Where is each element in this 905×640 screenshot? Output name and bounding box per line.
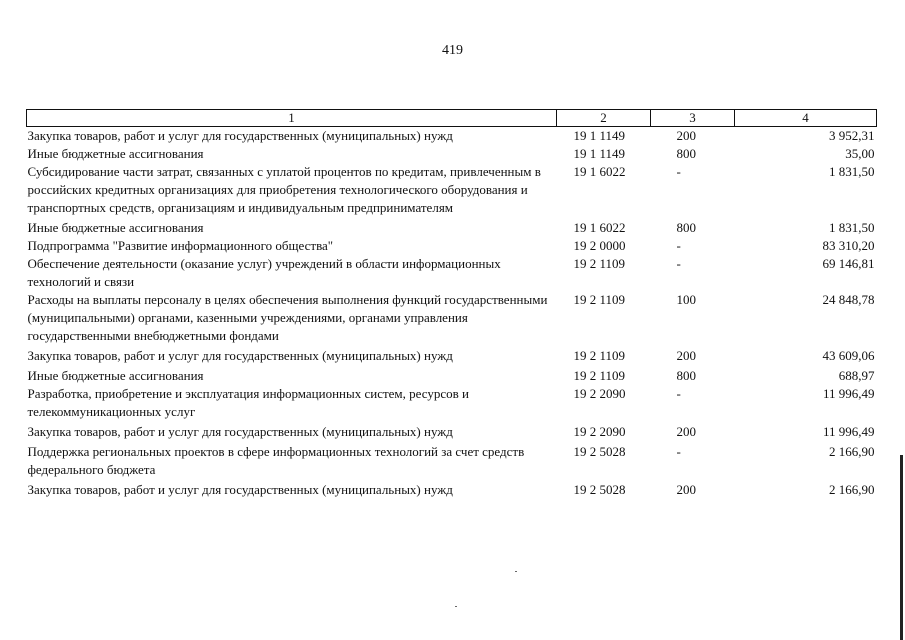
table-row (27, 163, 877, 217)
table-row (27, 385, 877, 421)
row-name: Закупка товаров, работ и услуг для государственных (муниципальных) нужд (27, 128, 453, 143)
header-row (27, 110, 877, 127)
row-name: Субсидирование части затрат, связанных с уплатой процентов по кредитам, привлеченным в российских кредитных организациях для приобретения технологического оборудования и транспортных средств, организациям и индивидуальным предпринимателям (27, 164, 541, 215)
row-expense-type: - (676, 256, 681, 271)
row-amount: 83 310,20 (822, 238, 875, 253)
row-expense-type: - (676, 386, 681, 401)
row-expense-type: - (676, 164, 681, 179)
table-row (27, 441, 877, 479)
row-name: Расходы на выплаты персоналу в целях обеспечения выполнения функций государственными (муниципальными) органами, казенными учреждениями, органами управления государственными внебюджетными фондами (27, 292, 548, 343)
row-code: 19 2 1109 (573, 256, 626, 271)
table-body (27, 127, 877, 500)
table-row (27, 479, 877, 499)
table-row (27, 255, 877, 291)
row-amount: 43 609,06 (822, 348, 875, 363)
row-name: Подпрограмма "Развитие информационного общества" (27, 238, 334, 253)
row-expense-type: 800 (676, 220, 696, 235)
row-code: 19 2 5028 (573, 444, 626, 459)
row-code: 19 2 2090 (573, 424, 626, 439)
table-row (27, 421, 877, 441)
table-row (27, 145, 877, 163)
column-header-1: 1 (27, 110, 557, 127)
row-code: 19 2 2090 (573, 386, 626, 401)
row-expense-type: 200 (676, 128, 696, 143)
row-expense-type: - (676, 444, 681, 459)
row-name: Иные бюджетные ассигнования (27, 368, 204, 383)
row-amount: 3 952,31 (829, 128, 875, 143)
row-amount: 35,00 (845, 146, 875, 161)
row-amount: 24 848,78 (822, 292, 875, 307)
row-name: Иные бюджетные ассигнования (27, 220, 204, 235)
row-amount: 1 831,50 (829, 220, 875, 235)
row-code: 19 2 0000 (573, 238, 626, 253)
row-amount: 2 166,90 (829, 444, 875, 459)
scan-speck (455, 606, 457, 607)
row-name: Закупка товаров, работ и услуг для государственных (муниципальных) нужд (27, 482, 453, 497)
column-header-4: 4 (735, 110, 877, 127)
table-row (27, 291, 877, 345)
column-header-2: 2 (557, 110, 651, 127)
row-amount: 11 996,49 (822, 386, 875, 401)
row-amount: 1 831,50 (829, 164, 875, 179)
row-code: 19 1 1149 (573, 146, 626, 161)
row-amount: 2 166,90 (829, 482, 875, 497)
row-name: Разработка, приобретение и эксплуатация информационных систем, ресурсов и телекоммуникационных услуг (27, 386, 469, 419)
table-row (27, 217, 877, 237)
row-code: 19 1 6022 (573, 220, 626, 235)
row-expense-type: 200 (676, 348, 696, 363)
row-code: 19 2 1109 (573, 292, 626, 307)
row-expense-type: 800 (676, 368, 696, 383)
row-amount: 11 996,49 (822, 424, 875, 439)
row-amount: 69 146,81 (822, 256, 875, 271)
row-code: 19 2 1109 (573, 348, 626, 363)
row-name: Обеспечение деятельности (оказание услуг) учреждений в области информационных технологий и связи (27, 256, 501, 289)
budget-table (26, 109, 877, 499)
row-name: Закупка товаров, работ и услуг для государственных (муниципальных) нужд (27, 424, 453, 439)
table-header (27, 110, 877, 127)
column-header-3: 3 (651, 110, 735, 127)
row-expense-type: 200 (676, 482, 696, 497)
table-row (27, 365, 877, 385)
page-number: 419 (442, 43, 463, 58)
row-expense-type: 100 (676, 292, 696, 307)
row-name: Закупка товаров, работ и услуг для государственных (муниципальных) нужд (27, 348, 453, 363)
row-name: Иные бюджетные ассигнования (27, 146, 204, 161)
table-row (27, 345, 877, 365)
row-expense-type: 200 (676, 424, 696, 439)
row-code: 19 2 5028 (573, 482, 626, 497)
row-name: Поддержка региональных проектов в сфере информационных технологий за счет средств федерального бюджета (27, 444, 525, 477)
row-amount: 688,97 (838, 368, 875, 383)
table-row (27, 237, 877, 255)
row-code: 19 1 6022 (573, 164, 626, 179)
scan-edge-line (900, 455, 903, 640)
row-code: 19 1 1149 (573, 128, 626, 143)
row-expense-type: 800 (676, 146, 696, 161)
table-row (27, 127, 877, 146)
scan-speck (515, 571, 517, 572)
row-code: 19 2 1109 (573, 368, 626, 383)
row-expense-type: - (676, 238, 681, 253)
